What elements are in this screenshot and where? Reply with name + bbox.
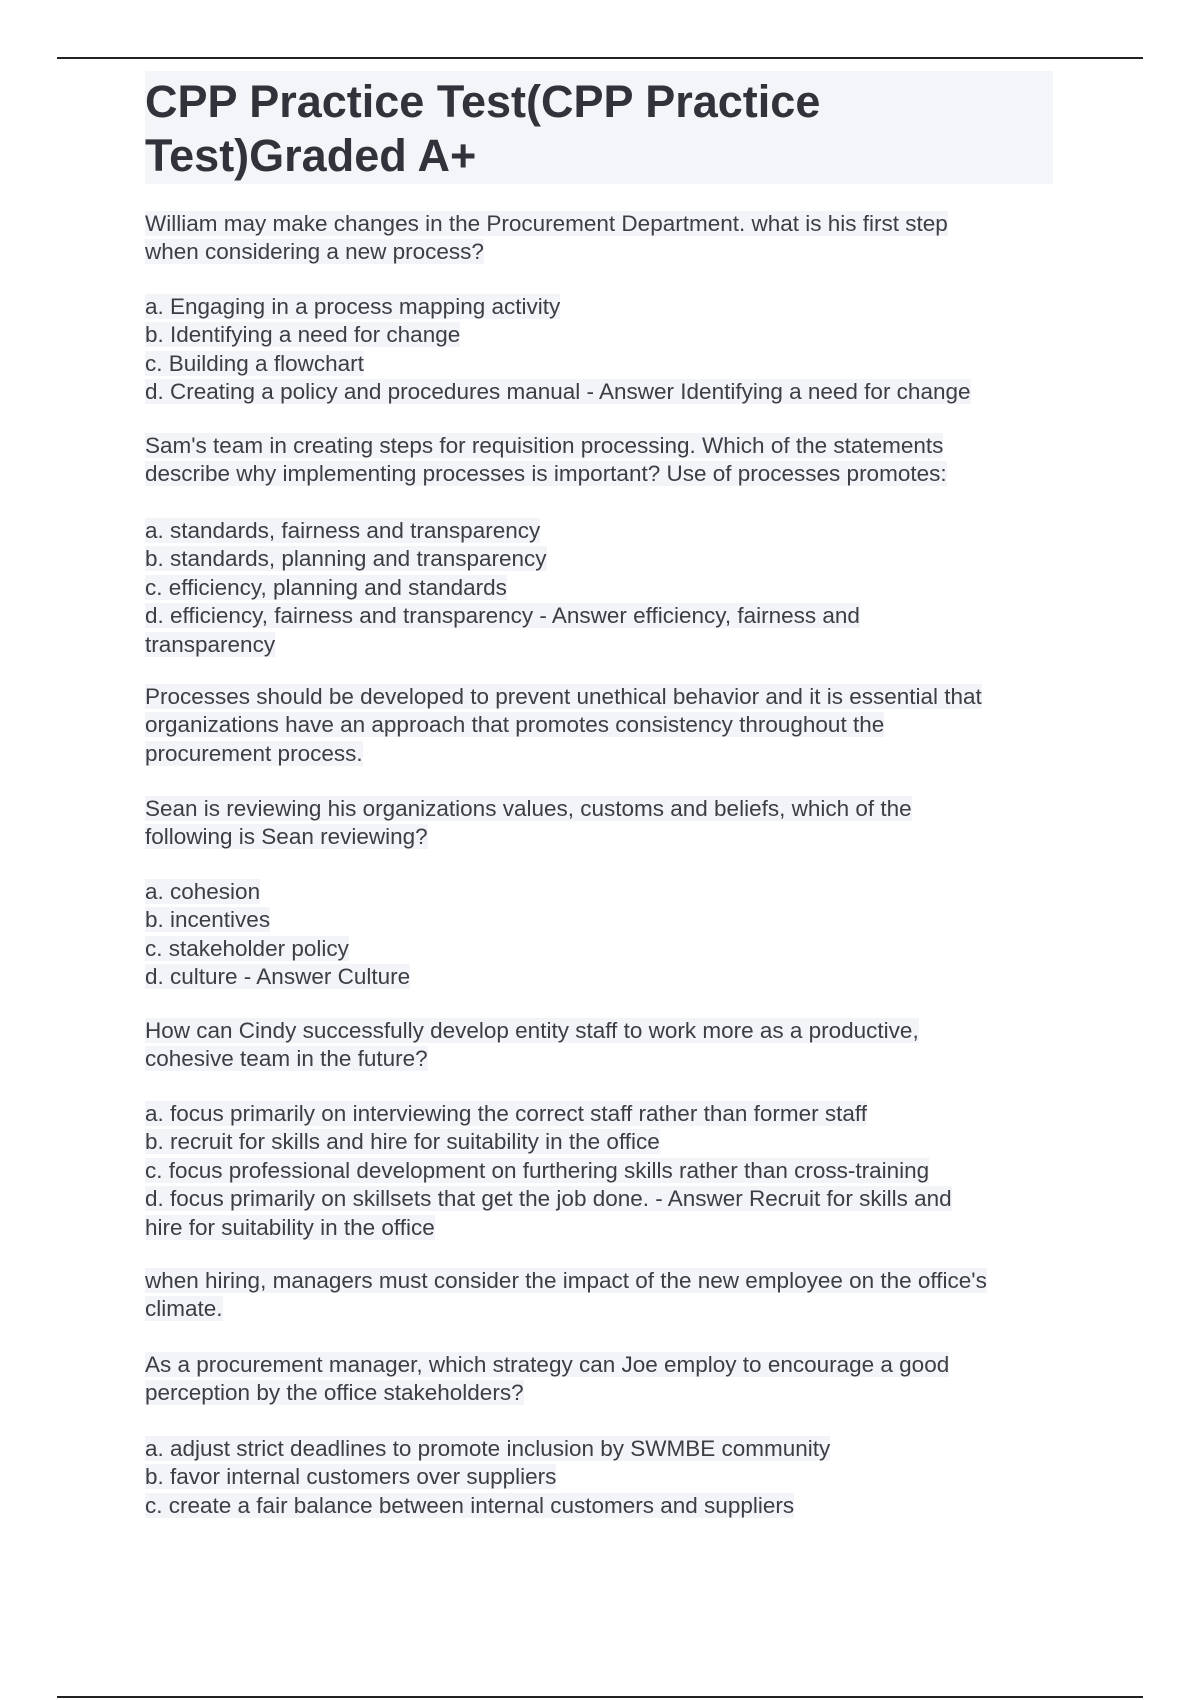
title-line: CPP Practice Test(CPP Practice	[145, 76, 821, 127]
text-line: Sean is reviewing his organizations values, customs and beliefs, which of the	[145, 796, 912, 821]
option-line: c. stakeholder policy	[145, 935, 349, 961]
question-text	[145, 1017, 919, 1074]
question-text	[145, 432, 947, 489]
text-line: climate.	[145, 1296, 223, 1322]
text-line: when hiring, managers must consider the impact of the new employee on the office's	[145, 1268, 987, 1293]
text-line: following is Sean reviewing?	[145, 824, 428, 850]
option-line: a. Engaging in a process mapping activity	[145, 294, 561, 319]
option-line: c. focus professional development on furthering skills rather than cross-training	[145, 1157, 930, 1183]
text-line: Sam's team in creating steps for requisition processing. Which of the statements	[145, 433, 944, 458]
option-line: transparency	[145, 631, 276, 657]
answer-options	[145, 878, 410, 992]
question-text	[145, 795, 912, 852]
option-line: b. Identifying a need for change	[145, 322, 461, 348]
option-line: d. culture - Answer Culture	[145, 964, 411, 990]
top-rule	[57, 57, 1143, 59]
text-line: As a procurement manager, which strategy can Joe employ to encourage a good	[145, 1352, 950, 1377]
answer-options	[145, 1435, 830, 1520]
option-line: b. standards, planning and transparency	[145, 546, 547, 572]
option-line: c. create a fair balance between internal customers and suppliers	[145, 1492, 795, 1518]
option-line: a. standards, fairness and transparency	[145, 518, 541, 543]
explanation-text	[145, 1267, 987, 1324]
option-line: d. focus primarily on skillsets that get the job done. - Answer Recruit for skills and	[145, 1186, 952, 1212]
title-line: Test)Graded A+	[145, 130, 477, 181]
answer-options	[145, 517, 860, 659]
question-text	[145, 1351, 949, 1408]
text-line: describe why implementing processes is important? Use of processes promotes:	[145, 461, 947, 487]
option-line: c. efficiency, planning and standards	[145, 574, 507, 600]
title-block	[145, 71, 1053, 184]
text-line: William may make changes in the Procurement Department. what is his first step	[145, 211, 948, 236]
option-line: a. adjust strict deadlines to promote inclusion by SWMBE community	[145, 1436, 831, 1461]
option-line: d. efficiency, fairness and transparency - Answer efficiency, fairness and	[145, 603, 860, 629]
text-line: How can Cindy successfully develop entity staff to work more as a productive,	[145, 1018, 919, 1043]
option-line: hire for suitability in the office	[145, 1214, 435, 1240]
page-title	[145, 75, 820, 183]
answer-options	[145, 1100, 952, 1242]
option-line: a. focus primarily on interviewing the correct staff rather than former staff	[145, 1101, 867, 1126]
text-line: when considering a new process?	[145, 239, 484, 265]
answer-options	[145, 293, 971, 407]
text-line: perception by the office stakeholders?	[145, 1380, 524, 1406]
text-line: Processes should be developed to prevent unethical behavior and it is essential that	[145, 684, 982, 709]
text-line: cohesive team in the future?	[145, 1046, 428, 1072]
text-line: organizations have an approach that promotes consistency throughout the	[145, 712, 885, 738]
option-line: c. Building a flowchart	[145, 350, 364, 376]
option-line: a. cohesion	[145, 879, 261, 904]
option-line: b. favor internal customers over suppliers	[145, 1464, 557, 1490]
bottom-rule	[57, 1696, 1143, 1698]
explanation-text	[145, 683, 982, 768]
option-line: b. recruit for skills and hire for suitability in the office	[145, 1129, 660, 1155]
option-line: b. incentives	[145, 907, 271, 933]
question-text	[145, 210, 948, 267]
text-line: procurement process.	[145, 740, 363, 766]
option-line: d. Creating a policy and procedures manual - Answer Identifying a need for change	[145, 379, 971, 405]
